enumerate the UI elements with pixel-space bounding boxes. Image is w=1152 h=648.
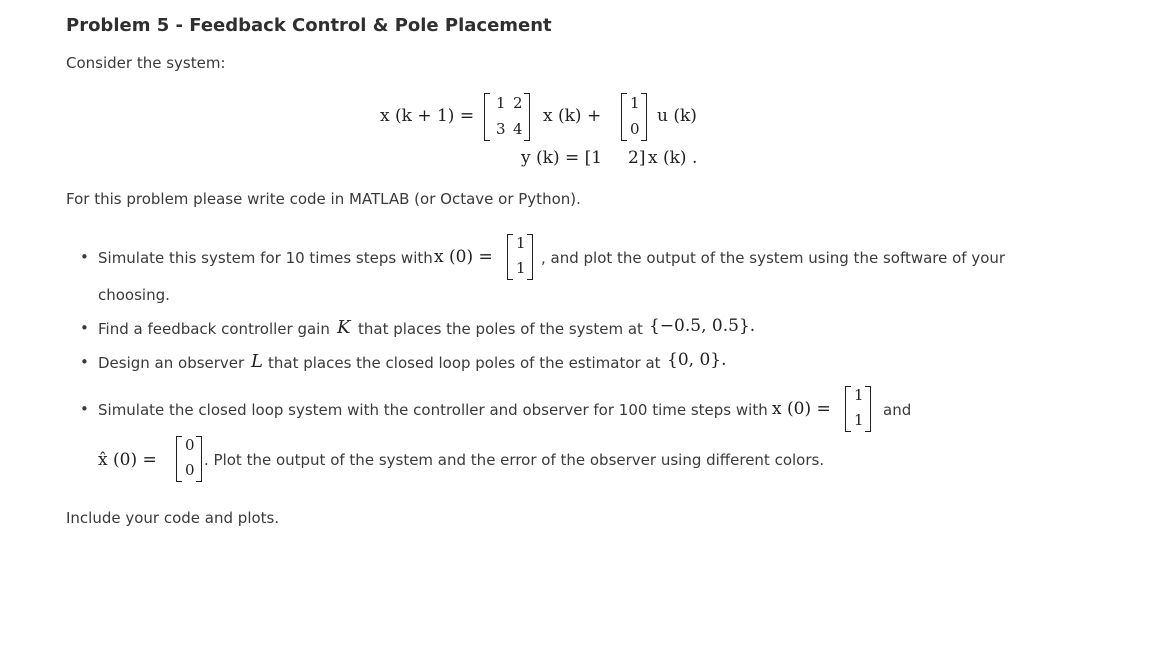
A-21: 3 [496, 120, 506, 138]
b4-cont-vec-1: 0 [185, 436, 195, 454]
b4-cont-math: x̂ (0) = [98, 450, 157, 470]
b1-cont: choosing. [98, 286, 170, 304]
outro-text: Include your code and plots. [66, 509, 280, 527]
b4-vector [845, 386, 871, 432]
software-note: For this problem please write code in MATLAB (or Octave or Python). [66, 190, 581, 208]
b4-math: x (0) = [772, 399, 831, 419]
bullet-dot: • [80, 400, 89, 418]
b2-var: K [337, 317, 351, 338]
b1-math: x (0) = [434, 247, 493, 267]
b2-text-mid: that places the poles of the system at [358, 320, 643, 338]
b4-text-before: Simulate the closed loop system with the controller and observer for 100 time steps with [98, 401, 768, 419]
matrix-A [484, 93, 530, 141]
b4-cont-vec-2: 0 [185, 461, 195, 479]
b4-vec-1: 1 [854, 386, 864, 404]
bullet-dot: • [80, 248, 89, 266]
bullet-dot: • [80, 353, 89, 371]
b3-text-mid: that places the closed loop poles of the estimator at [268, 354, 661, 372]
intro-text: Consider the system: [66, 54, 226, 72]
b4-text-after: and [883, 401, 912, 419]
b4-cont-text: . Plot the output of the system and the error of the observer using different colors. [204, 451, 825, 469]
b3-var: L [251, 351, 263, 372]
eq2-lhs: y (k) = [1 [521, 148, 603, 168]
b1-vec-2: 1 [516, 259, 526, 277]
bullet-dot: • [80, 319, 89, 337]
eq1-mid: x (k) + [543, 106, 602, 126]
A-22: 4 [513, 120, 523, 138]
b3-text-before: Design an observer [98, 354, 245, 372]
b4-vec-2: 1 [854, 411, 864, 429]
vector-B [621, 93, 647, 141]
b2-text-before: Find a feedback controller gain [98, 320, 330, 338]
b1-vector [507, 234, 533, 280]
b4-cont-vector [176, 436, 202, 482]
b1-text-after: , and plot the output of the system using the software of your [541, 249, 1006, 267]
b1-vec-1: 1 [516, 234, 526, 252]
eq2-rhs: x (k) . [648, 148, 698, 168]
eq2-c2: 2] [628, 148, 646, 168]
problem-title: Problem 5 - Feedback Control & Pole Placement [66, 15, 552, 36]
A-11: 1 [496, 94, 506, 112]
eq1-lhs: x (k + 1) = [380, 106, 475, 126]
B-2: 0 [630, 120, 640, 138]
b1-text-before: Simulate this system for 10 times steps with [98, 249, 433, 267]
A-12: 2 [513, 94, 523, 112]
b3-poles: {0, 0}. [667, 350, 727, 370]
eq1-rhs: u (k) [657, 106, 697, 126]
b2-poles: {−0.5, 0.5}. [649, 316, 756, 336]
B-1: 1 [630, 94, 640, 112]
